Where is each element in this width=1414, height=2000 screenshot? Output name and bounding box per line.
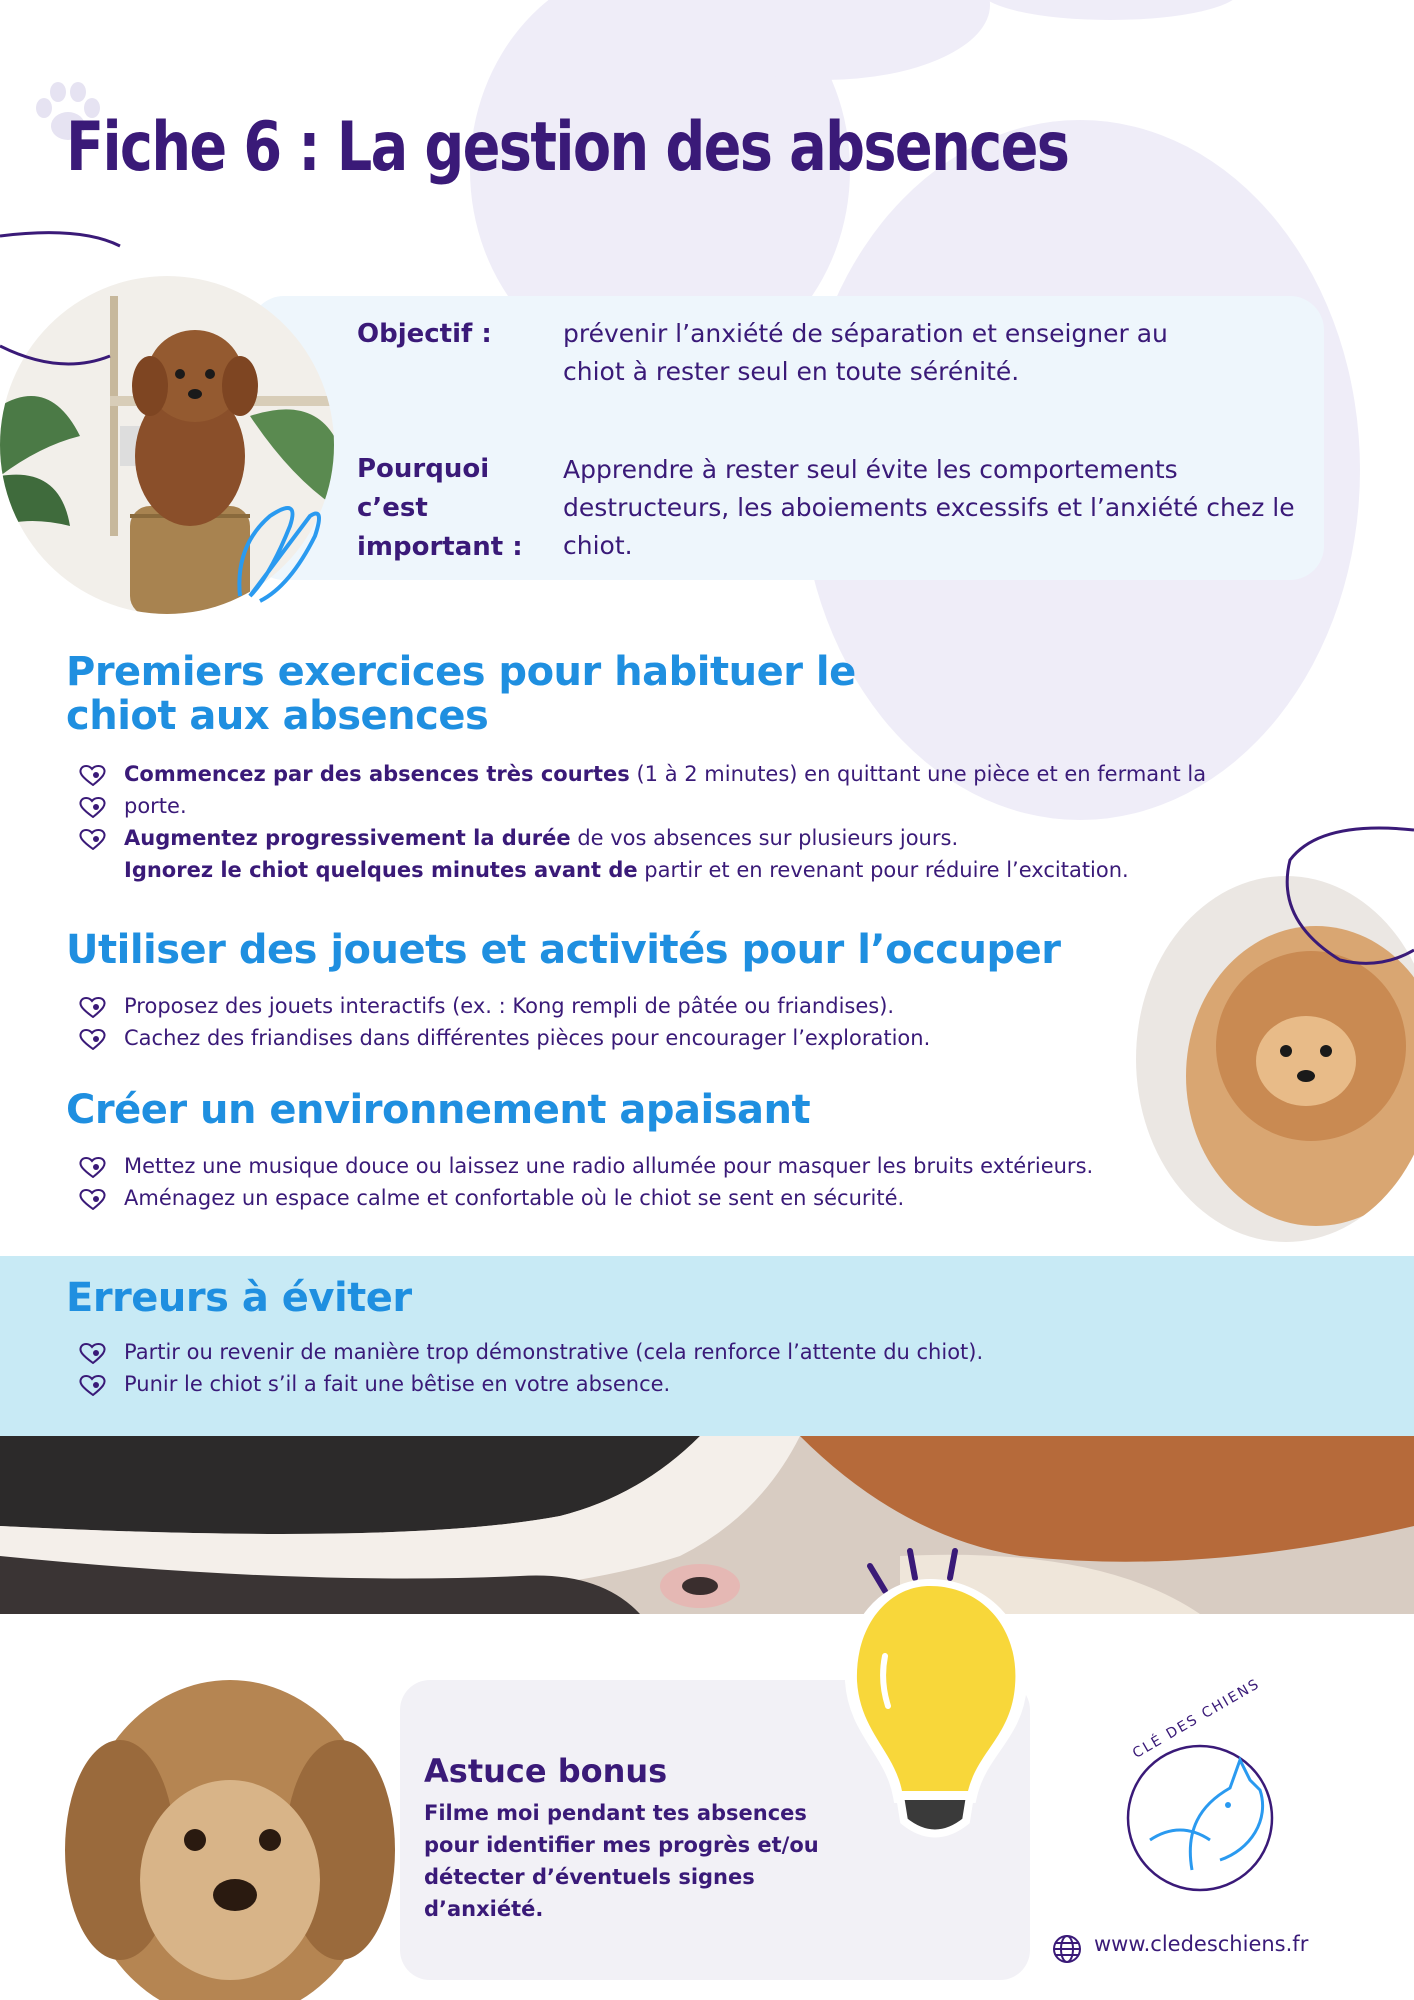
heart-paw-icon — [78, 1028, 108, 1050]
why-text-line: chiot. — [563, 531, 633, 560]
decorative-swoosh — [0, 226, 130, 376]
list-item — [78, 1022, 1228, 1054]
why-label-line: important : — [357, 532, 523, 562]
globe-icon — [1052, 1934, 1082, 1964]
list-item — [78, 822, 1228, 854]
why-label-line: c’est — [357, 493, 428, 523]
tip-text: Filme moi pendant tes absences pour identifier mes progrès et/ou détecter d’éventuels signes d’anxiété. — [424, 1801, 819, 1921]
heart-paw-icon — [78, 1188, 108, 1210]
list-item — [78, 1368, 1228, 1400]
list-item — [78, 1336, 1228, 1368]
why-text-line: destructeurs, les aboiements excessifs et l’anxiété chez le — [563, 493, 1295, 522]
list-item-text: Proposez des jouets interactifs (ex. : Kong rempli de pâtée ou friandises). — [124, 994, 895, 1018]
list-item-text: Cachez des friandises dans différentes pièces pour encourager l’exploration. — [124, 1026, 931, 1050]
section-title-toys: Utiliser des jouets et activités pour l’occuper — [66, 927, 1061, 973]
list-item-text: Punir le chiot s’il a fait une bêtise en votre absence. — [124, 1372, 671, 1396]
heart-paw-icon — [78, 1156, 108, 1178]
list-item — [78, 990, 1228, 1022]
section-title-errors: Erreurs à éviter — [66, 1275, 412, 1321]
decorative-swoosh — [1280, 820, 1414, 970]
list-item — [78, 790, 1228, 822]
heart-paw-icon — [78, 796, 108, 818]
list-item-bold: Ignorez le chiot quelques minutes avant de — [124, 858, 638, 882]
background-blob — [980, 0, 1240, 20]
sleeping-dog-photo — [0, 1436, 1414, 1614]
list-item-text: de vos absences sur plusieurs jours. — [570, 826, 959, 850]
list-item — [78, 854, 1228, 886]
objective-label: Objectif : — [357, 319, 492, 349]
heart-paw-icon — [78, 764, 108, 786]
objective-text-line: chiot à rester seul en toute sérénité. — [563, 357, 1020, 386]
why-label — [357, 450, 523, 567]
section-title-line: chiot aux absences — [66, 693, 489, 739]
list-item — [78, 1182, 1228, 1214]
heart-paw-icon — [78, 1374, 108, 1396]
heart-paw-icon — [78, 1342, 108, 1364]
list-item-bold: Augmentez progressivement la durée — [124, 826, 571, 850]
list-item-text: Aménagez un espace calme et confortable où le chiot se sent en sécurité. — [124, 1186, 905, 1210]
list-item-text: (1 à 2 minutes) en quittant une pièce et en fermant la — [629, 762, 1207, 786]
objective-text-line: prévenir l’anxiété de séparation et enseigner au — [563, 319, 1168, 348]
section-title-line: Premiers exercices pour habituer le — [66, 649, 856, 695]
why-text-line: Apprendre à rester seul évite les comportements — [563, 455, 1178, 484]
why-label-line: Pourquoi — [357, 454, 490, 484]
list-item — [78, 758, 1228, 790]
list-item-bold: Commencez par des absences très courtes — [124, 762, 630, 786]
environment-list — [78, 1150, 1228, 1214]
list-item-text: Mettez une musique douce ou laissez une radio allumée pour masquer les bruits extérieurs. — [124, 1154, 1094, 1178]
brand-logo-text: CLÉ DES CHIENS — [1130, 1675, 1264, 1762]
list-item — [78, 1150, 1228, 1182]
first-exercises-list — [78, 758, 1228, 886]
why-text — [563, 451, 1303, 565]
page-title: Fiche 6 : La gestion des absences — [66, 108, 1069, 187]
cockapoo-photo — [60, 1650, 400, 2000]
tip-title: Astuce bonus — [424, 1752, 668, 1790]
objective-text — [563, 315, 1303, 391]
decorative-scribble — [230, 496, 330, 606]
section-title-environment: Créer un environnement apaisant — [66, 1087, 811, 1133]
errors-list — [78, 1336, 1228, 1400]
list-item-text: Partir ou revenir de manière trop démonstrative (cela renforce l’attente du chiot). — [124, 1340, 984, 1364]
list-item-text: partir et en revenant pour réduire l’excitation. — [637, 858, 1129, 882]
heart-paw-icon — [78, 828, 108, 850]
heart-paw-icon — [78, 996, 108, 1018]
toys-list — [78, 990, 1228, 1054]
list-item-text: porte. — [124, 794, 187, 818]
section-title-first-exercises — [66, 650, 856, 738]
lightbulb-icon — [830, 1546, 1030, 1856]
website-link[interactable]: www.cledeschiens.fr — [1094, 1932, 1309, 1956]
